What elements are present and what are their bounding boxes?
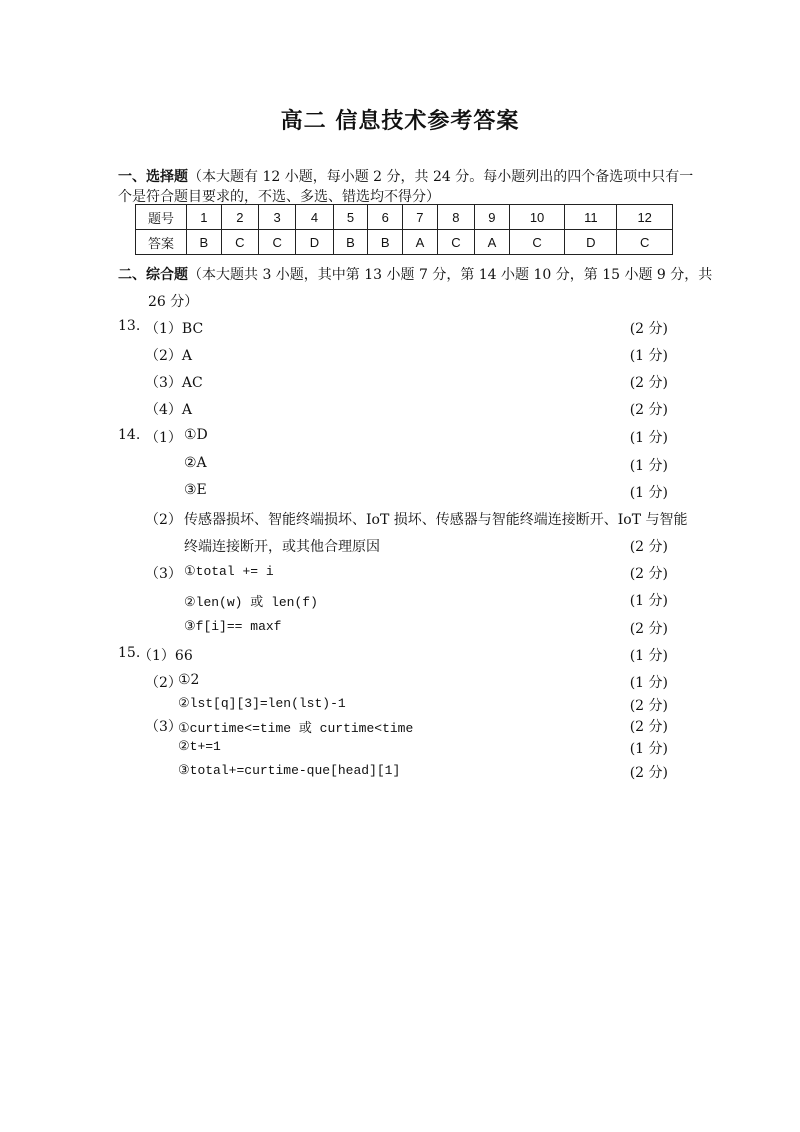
table-cell-number: 12 <box>617 205 673 230</box>
section1-desc-line1: （本大题有 12 小题，每小题 2 分，共 24 分。每小题列出的四个备选项中只有一 <box>188 169 694 185</box>
q14-part1-answer-1: ①D <box>184 427 208 443</box>
section2-desc-line2: 26 分） <box>148 294 199 310</box>
section1-line1 <box>118 166 693 186</box>
q13-answer-3: （3）AC <box>145 375 203 391</box>
q14-part3-label: （3） <box>145 566 182 582</box>
q14-part1-score-3: (1 分) <box>629 485 668 501</box>
table-cell-answer: B <box>368 230 403 255</box>
q13-answer-1: （1）BC <box>145 321 204 337</box>
table-cell-answer: B <box>333 230 368 255</box>
q15-part2-label: （2） <box>145 675 182 691</box>
q14-part1-label: （1） <box>145 430 182 446</box>
section2-heading: 二、综合题 <box>118 267 188 283</box>
table-cell-answer: C <box>437 230 474 255</box>
q14-part1-answer-2: ②A <box>184 455 207 471</box>
q15-part3-label: （3） <box>145 719 182 735</box>
table-cell-number: 4 <box>296 205 333 230</box>
table-cell-answer: C <box>221 230 258 255</box>
page-title: 高二 信息技术参考答案 <box>280 108 520 134</box>
table-cell-number: 1 <box>187 205 222 230</box>
table-cell-number: 5 <box>333 205 368 230</box>
q13-score-2: (1 分) <box>629 348 668 364</box>
q13-number: 13. <box>118 318 141 334</box>
q14-part3-answer-2: ②len(w) 或 len(f) <box>184 595 318 610</box>
table-cell-number: 9 <box>475 205 510 230</box>
answer-table <box>135 204 673 255</box>
q14-part1-score-1: (1 分) <box>629 430 668 446</box>
table-cell-answer: D <box>565 230 617 255</box>
table-cell-number: 7 <box>403 205 438 230</box>
q13-score-3: (2 分) <box>629 375 668 391</box>
q15-part2-score-2: (2 分) <box>629 698 668 714</box>
q14-part2-line2: 终端连接断开，或其他合理原因 <box>184 539 380 555</box>
table-cell-answer: D <box>296 230 333 255</box>
q14-part2-line1: 传感器损坏、智能终端损坏、IoT 损坏、传感器与智能终端连接断开、IoT 与智能 <box>184 512 688 528</box>
q15-part2-answer-1: ①2 <box>178 672 200 688</box>
q14-part1-answer-3: ③E <box>184 482 207 498</box>
q13-answer-4: （4）A <box>145 402 193 418</box>
q15-number: 15. <box>118 645 141 661</box>
section1-desc-line2: 个是符合题目要求的，不选、多选、错选均不得分） <box>118 189 440 205</box>
q14-part1-score-2: (1 分) <box>629 458 668 474</box>
q15-part1-score: (1 分) <box>629 648 668 664</box>
q14-part3-answer-3: ③f[i]== maxf <box>184 619 282 634</box>
q15-part1-answer: （1）66 <box>138 648 193 664</box>
section2-desc-line1: （本大题共 3 小题，其中第 13 小题 7 分，第 14 小题 10 分，第 15 小题 9 分，共 <box>188 267 713 283</box>
q15-part2-answer-2: ②lst[q][3]=len(lst)-1 <box>178 696 346 711</box>
table-cell-number: 3 <box>259 205 296 230</box>
q13-answer-2: （2）A <box>145 348 193 364</box>
table-cell-answer: A <box>475 230 510 255</box>
q14-part2-label: （2） <box>145 512 182 528</box>
table-cell-answer: B <box>187 230 222 255</box>
q15-part3-score-1: (2 分) <box>629 719 668 735</box>
table-header-answer: 答案 <box>136 230 187 255</box>
section2-line1 <box>118 264 712 284</box>
table-cell-number: 8 <box>437 205 474 230</box>
q14-part3-answer-1: ①total += i <box>184 564 274 579</box>
q14-part3-score-2: (1 分) <box>629 593 668 609</box>
q15-part3-score-3: (2 分) <box>629 765 668 781</box>
q13-score-1: (2 分) <box>629 321 668 337</box>
table-row-answers <box>136 230 673 255</box>
q14-part3-score-1: (2 分) <box>629 566 668 582</box>
table-cell-number: 11 <box>565 205 617 230</box>
table-cell-answer: A <box>403 230 438 255</box>
q14-number: 14. <box>118 427 141 443</box>
q15-part3-score-2: (1 分) <box>629 741 668 757</box>
table-cell-answer: C <box>259 230 296 255</box>
table-cell-number: 10 <box>509 205 565 230</box>
q14-part2-score: (2 分) <box>629 539 668 555</box>
table-cell-number: 2 <box>221 205 258 230</box>
q15-part3-answer-2: ②t+=1 <box>178 739 221 754</box>
q14-part3-score-3: (2 分) <box>629 621 668 637</box>
table-row-numbers <box>136 205 673 230</box>
q13-score-4: (2 分) <box>629 402 668 418</box>
section1-heading: 一、选择题 <box>118 169 188 185</box>
q15-part3-answer-1: ①curtime<=time 或 curtime<time <box>178 721 414 736</box>
table-cell-number: 6 <box>368 205 403 230</box>
q15-part3-answer-3: ③total+=curtime-que[head][1] <box>178 763 401 778</box>
table-header-number: 题号 <box>136 205 187 230</box>
q15-part2-score-1: (1 分) <box>629 675 668 691</box>
table-cell-answer: C <box>617 230 673 255</box>
table-cell-answer: C <box>509 230 565 255</box>
